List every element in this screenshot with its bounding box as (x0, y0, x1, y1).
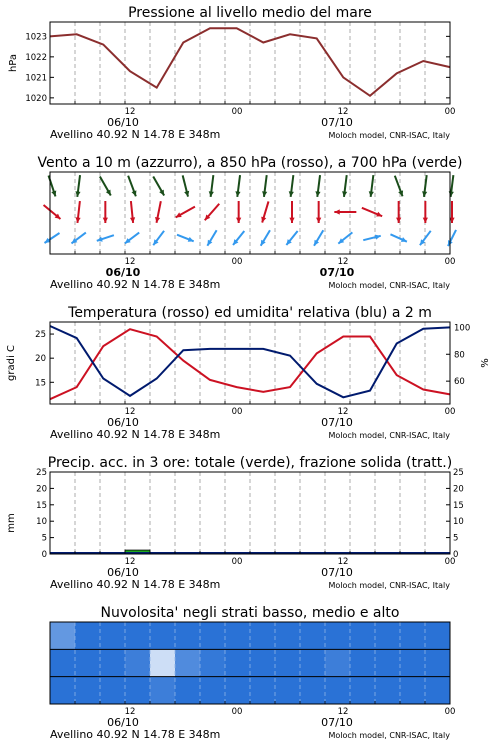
y-tick-label: 1022 (25, 52, 47, 63)
x-tick-label: 00 (444, 707, 456, 717)
plot-area (50, 622, 450, 704)
plot-area (50, 172, 450, 254)
y-axis-label-right: % (480, 358, 491, 368)
y-tick-label-right: 10 (453, 517, 464, 528)
y-tick-label-right: 80 (454, 350, 465, 361)
y-tick-label: 15 (35, 378, 46, 389)
y-tick-label: 20 (35, 354, 46, 365)
cloud-cell (175, 649, 200, 676)
location-label: Avellino 40.92 N 14.78 E 348m (50, 278, 221, 291)
y-tick-label: 1021 (25, 73, 47, 84)
x-tick-label: 12 (124, 407, 136, 417)
y-tick-label: 10 (36, 517, 47, 528)
date-label: 07/10 (321, 566, 353, 579)
y-tick-label-right: 100 (454, 323, 471, 334)
y-tick-label-right: 25 (453, 468, 464, 478)
date-label: 07/10 (321, 416, 353, 429)
y-tick-label: 25 (35, 330, 46, 341)
x-tick-label: 00 (444, 557, 456, 567)
date-label: 06/10 (107, 116, 139, 129)
x-tick-label: 12 (337, 257, 349, 267)
x-tick-label: 12 (337, 707, 349, 717)
chart-title: Pressione al livello medio del mare (128, 5, 372, 21)
x-tick-label: 00 (231, 257, 243, 267)
date-label: 06/10 (107, 716, 139, 729)
y-axis-label: gradi C (6, 345, 17, 381)
y-tick-label-right: 0 (453, 550, 459, 560)
credit-label: Moloch model, CNR-ISAC, Italy (328, 131, 450, 140)
x-tick-label: 00 (444, 407, 456, 417)
x-tick-label: 00 (231, 407, 243, 417)
credit-label: Moloch model, CNR-ISAC, Italy (328, 581, 450, 590)
x-tick-label: 00 (231, 707, 243, 717)
x-tick-label: 00 (231, 557, 243, 567)
y-tick-label: 5 (41, 533, 47, 544)
x-tick-label: 12 (337, 557, 349, 567)
location-label: Avellino 40.92 N 14.78 E 348m (50, 728, 221, 741)
cloud-cell (150, 677, 175, 704)
credit-label: Moloch model, CNR-ISAC, Italy (328, 731, 450, 740)
credit-label: Moloch model, CNR-ISAC, Italy (328, 431, 450, 440)
location-label: Avellino 40.92 N 14.78 E 348m (50, 128, 221, 141)
x-tick-label: 00 (231, 107, 243, 117)
date-label: 06/10 (107, 566, 139, 579)
cloud-cell (325, 649, 350, 676)
chart-title: Vento a 10 m (azzurro), a 850 hPa (rosso), a 700 hPa (verde) (37, 155, 463, 171)
x-tick-label: 12 (337, 107, 349, 117)
y-tick-label-right: 5 (453, 533, 459, 544)
plot-area (50, 472, 450, 554)
x-tick-label: 12 (124, 557, 136, 567)
x-tick-label: 12 (337, 407, 349, 417)
y-tick-label-right: 15 (453, 500, 464, 511)
chart-title: Temperatura (rosso) ed umidita' relativa (blu) a 2 m (68, 305, 432, 321)
date-label: 07/10 (319, 266, 355, 279)
cloud-cell (50, 622, 75, 649)
y-tick-label: 20 (36, 484, 47, 495)
x-tick-label: 12 (124, 707, 136, 717)
chart-title: Nuvolosita' negli strati basso, medio e alto (100, 605, 400, 621)
chart-title: Precip. acc. in 3 ore: totale (verde), frazione solida (tratt.) (47, 455, 453, 471)
y-tick-label: 25 (36, 468, 47, 478)
cloud-cell (200, 649, 225, 676)
date-label: 06/10 (107, 416, 139, 429)
x-tick-label: 12 (124, 107, 136, 117)
cloud-cell (125, 649, 150, 676)
y-tick-label: 1023 (25, 32, 47, 43)
x-tick-label: 00 (444, 107, 456, 117)
credit-label: Moloch model, CNR-ISAC, Italy (328, 281, 450, 290)
y-axis-label: hPa (8, 53, 19, 73)
date-label: 07/10 (321, 716, 353, 729)
location-label: Avellino 40.92 N 14.78 E 348m (50, 578, 221, 591)
y-tick-label: 1020 (25, 93, 47, 104)
date-label: 06/10 (105, 266, 141, 279)
y-tick-label-right: 60 (454, 377, 465, 388)
x-tick-label: 00 (444, 257, 456, 267)
y-axis-label: mm (6, 513, 17, 533)
y-tick-label: 15 (36, 500, 47, 511)
location-label: Avellino 40.92 N 14.78 E 348m (50, 428, 221, 441)
cloud-cell (150, 649, 175, 676)
y-tick-label: 0 (41, 550, 47, 560)
plot-area (50, 322, 450, 404)
date-label: 07/10 (321, 116, 353, 129)
x-tick-label: 12 (124, 257, 136, 267)
y-tick-label-right: 20 (453, 484, 464, 495)
